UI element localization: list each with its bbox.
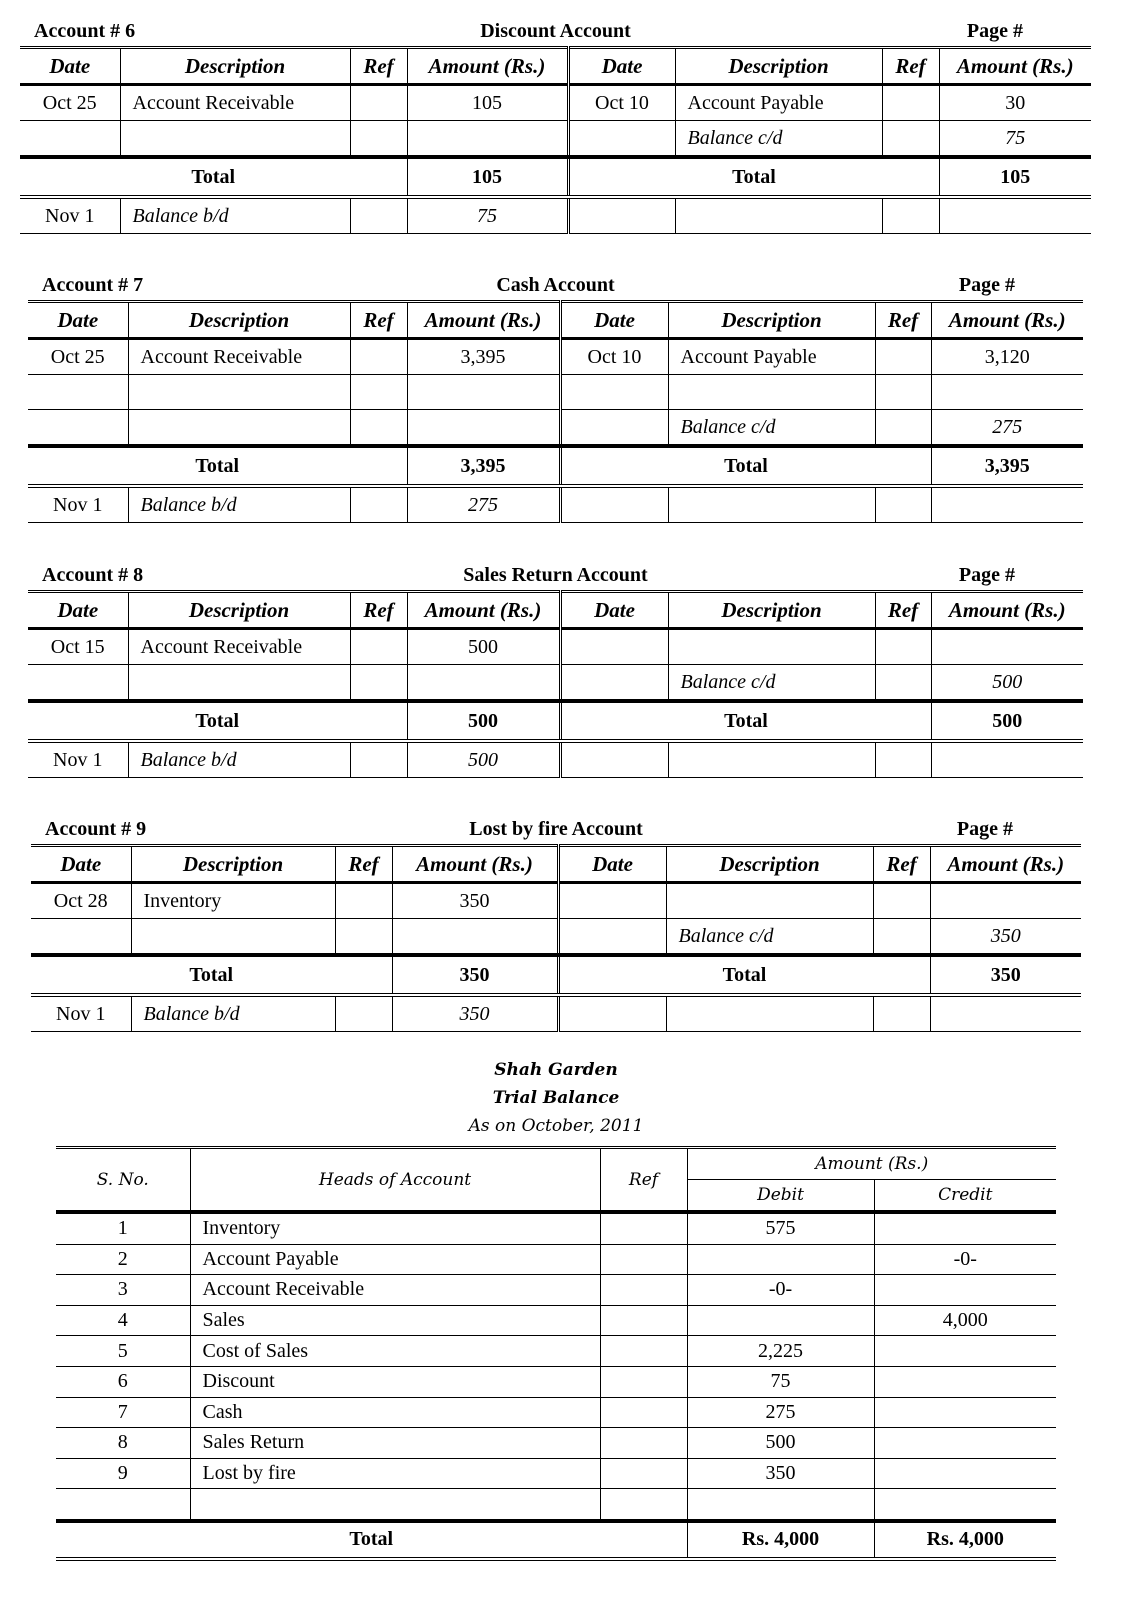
ledger-row: [31, 883, 1081, 919]
head-of-account: Inventory: [190, 1212, 600, 1244]
ledger-account-9: [31, 804, 1081, 1032]
trial-balance-row: [56, 1458, 1056, 1489]
trial-balance-row: [56, 1366, 1056, 1397]
left-date: Oct 28: [31, 883, 131, 919]
empty-cell: [560, 486, 668, 523]
ledger-header: [20, 6, 1091, 46]
head-of-account: [190, 1489, 600, 1521]
left-date: Oct 15: [28, 629, 128, 665]
account-title: Lost by fire Account: [469, 818, 643, 840]
ledger-header: [31, 804, 1081, 844]
account-title: Sales Return Account: [463, 564, 648, 586]
ref-header: Ref: [600, 1148, 687, 1213]
trial-balance-row: [56, 1489, 1056, 1521]
right-description: Account Payable: [675, 85, 882, 121]
head-of-account: Account Payable: [190, 1244, 600, 1275]
column-header: Amount (Rs.): [931, 302, 1083, 339]
ledger-total-row: [28, 446, 1083, 486]
left-description: Inventory: [131, 883, 335, 919]
left-amount: [407, 121, 568, 158]
credit-amount: [874, 1489, 1056, 1521]
account-number: Account # 8: [42, 564, 144, 586]
right-description: [668, 629, 875, 665]
ledger-table: [28, 590, 1083, 778]
column-header: Date: [20, 48, 120, 85]
left-date: [31, 919, 131, 956]
left-ref: [350, 665, 407, 702]
empty-cell: [668, 741, 875, 778]
right-description: Balance c/d: [668, 410, 875, 447]
left-total-amount: 105: [407, 157, 568, 197]
column-header: Ref: [875, 302, 931, 339]
balance-date: Nov 1: [31, 995, 131, 1032]
debit-amount: 2,225: [687, 1336, 874, 1367]
ledger-account-7: [28, 260, 1083, 523]
credit-amount: [874, 1366, 1056, 1397]
left-ref: [350, 121, 407, 158]
column-header: Date: [558, 846, 666, 883]
left-amount: 3,395: [407, 339, 560, 375]
balance-bd-row: [20, 197, 1091, 234]
right-date: Oct 10: [568, 85, 675, 121]
left-description: [128, 410, 350, 447]
ref-cell: [600, 1305, 687, 1336]
ref-cell: [600, 1244, 687, 1275]
column-header: Ref: [875, 592, 931, 629]
total-credit: Rs. 4,000: [874, 1521, 1056, 1559]
debit-amount: 75: [687, 1366, 874, 1397]
ledger-header: [28, 260, 1083, 300]
column-header: Ref: [350, 48, 407, 85]
balance-description: Balance b/d: [128, 486, 350, 523]
ledger-row: [20, 121, 1091, 158]
serial-number: 8: [56, 1428, 190, 1459]
right-ref: [882, 85, 939, 121]
left-amount: [407, 375, 560, 410]
column-header: Description: [668, 302, 875, 339]
ledger-table: [31, 844, 1081, 1032]
empty-cell: [568, 197, 675, 234]
head-of-account: Cash: [190, 1397, 600, 1428]
empty-cell: [873, 995, 930, 1032]
left-amount: [407, 665, 560, 702]
trial-balance-row: [56, 1397, 1056, 1428]
amount-header: Amount (Rs.): [687, 1148, 1056, 1180]
right-total-label: Total: [568, 157, 939, 197]
ref-cell: [600, 1366, 687, 1397]
left-date: [20, 121, 120, 158]
right-ref: [875, 339, 931, 375]
right-ref: [873, 883, 930, 919]
trial-balance-title: Trial Balance: [492, 1088, 620, 1108]
column-header: Description: [128, 302, 350, 339]
empty-cell: [931, 741, 1083, 778]
balance-description: Balance b/d: [120, 197, 350, 234]
left-total-amount: 3,395: [407, 446, 560, 486]
ledger-header-row: [28, 302, 1083, 339]
sno-header: S. No.: [56, 1148, 190, 1213]
right-date: [560, 410, 668, 447]
head-of-account: Discount: [190, 1366, 600, 1397]
account-title: Cash Account: [496, 274, 615, 296]
balance-description: Balance b/d: [131, 995, 335, 1032]
column-header: Date: [31, 846, 131, 883]
left-amount: [407, 410, 560, 447]
balance-ref: [350, 741, 407, 778]
account-number: Account # 6: [34, 20, 136, 42]
debit-amount: [687, 1244, 874, 1275]
balance-ref: [350, 486, 407, 523]
ledger-header-row: [31, 846, 1081, 883]
right-date: [560, 375, 668, 410]
left-date: [28, 375, 128, 410]
column-header: Ref: [882, 48, 939, 85]
left-description: [131, 919, 335, 956]
debit-amount: [687, 1489, 874, 1521]
empty-cell: [882, 197, 939, 234]
ledger-row: [20, 85, 1091, 121]
serial-number: [56, 1489, 190, 1521]
column-header: Amount (Rs.): [407, 48, 568, 85]
ref-cell: [600, 1458, 687, 1489]
left-ref: [350, 375, 407, 410]
column-header: Date: [28, 592, 128, 629]
serial-number: 4: [56, 1305, 190, 1336]
left-ref: [350, 410, 407, 447]
ledger-row: [28, 665, 1083, 702]
ledger-header-row: [28, 592, 1083, 629]
left-amount: [392, 919, 558, 956]
right-description: [666, 883, 873, 919]
right-amount: [931, 375, 1083, 410]
column-header: Description: [131, 846, 335, 883]
account-number: Account # 7: [42, 274, 144, 296]
ledger-row: [28, 629, 1083, 665]
left-ref: [350, 629, 407, 665]
left-total-label: Total: [28, 446, 407, 486]
right-amount: 30: [939, 85, 1091, 121]
left-ref: [350, 339, 407, 375]
empty-cell: [930, 995, 1081, 1032]
ref-cell: [600, 1212, 687, 1244]
left-description: [120, 121, 350, 158]
head-of-account: Lost by fire: [190, 1458, 600, 1489]
balance-date: Nov 1: [20, 197, 120, 234]
empty-cell: [939, 197, 1091, 234]
credit-amount: 4,000: [874, 1305, 1056, 1336]
ledger-account-6: [20, 6, 1091, 234]
credit-amount: [874, 1212, 1056, 1244]
right-ref: [873, 919, 930, 956]
right-date: Oct 10: [560, 339, 668, 375]
trial-balance-row: [56, 1244, 1056, 1275]
column-header: Description: [675, 48, 882, 85]
right-total-label: Total: [558, 955, 930, 995]
balance-bd-row: [28, 741, 1083, 778]
empty-cell: [668, 486, 875, 523]
account-number: Account # 9: [45, 818, 147, 840]
right-total-label: Total: [560, 701, 931, 741]
ledger-total-row: [31, 955, 1081, 995]
ledger-row: [31, 919, 1081, 956]
right-date: [558, 883, 666, 919]
right-date: [568, 121, 675, 158]
ledger-header-row: [20, 48, 1091, 85]
debit-amount: 500: [687, 1428, 874, 1459]
left-total-label: Total: [31, 955, 392, 995]
trial-balance-row: [56, 1305, 1056, 1336]
serial-number: 2: [56, 1244, 190, 1275]
empty-cell: [666, 995, 873, 1032]
right-ref: [875, 629, 931, 665]
head-of-account: Cost of Sales: [190, 1336, 600, 1367]
left-total-amount: 500: [407, 701, 560, 741]
balance-amount: 350: [392, 995, 558, 1032]
column-header: Date: [560, 302, 668, 339]
ledger-account-8: [28, 550, 1083, 778]
left-date: Oct 25: [20, 85, 120, 121]
right-amount: 75: [939, 121, 1091, 158]
right-amount: 3,120: [931, 339, 1083, 375]
column-header: Ref: [335, 846, 392, 883]
right-description: Balance c/d: [666, 919, 873, 956]
credit-amount: -0-: [874, 1244, 1056, 1275]
right-amount: 350: [930, 919, 1081, 956]
ledger-table: [28, 300, 1083, 523]
right-ref: [875, 375, 931, 410]
page-number-label: Page #: [958, 564, 1015, 586]
right-date: [558, 919, 666, 956]
total-debit: Rs. 4,000: [687, 1521, 874, 1559]
right-amount: 500: [931, 665, 1083, 702]
balance-ref: [350, 197, 407, 234]
ledger-row: [28, 375, 1083, 410]
credit-header: Credit: [874, 1180, 1056, 1213]
left-date: [28, 410, 128, 447]
trial-balance-row: [56, 1212, 1056, 1244]
ledger-header: [28, 550, 1083, 590]
right-total-amount: 105: [939, 157, 1091, 197]
right-description: Balance c/d: [675, 121, 882, 158]
balance-ref: [335, 995, 392, 1032]
ledger-total-row: [28, 701, 1083, 741]
balance-bd-row: [28, 486, 1083, 523]
serial-number: 7: [56, 1397, 190, 1428]
column-header: Description: [120, 48, 350, 85]
column-header: Ref: [350, 302, 407, 339]
account-title: Discount Account: [480, 20, 631, 42]
trial-balance-table: [56, 1146, 1056, 1561]
balance-amount: 275: [407, 486, 560, 523]
left-ref: [350, 85, 407, 121]
right-total-label: Total: [560, 446, 931, 486]
credit-amount: [874, 1336, 1056, 1367]
right-amount: [930, 883, 1081, 919]
right-ref: [875, 665, 931, 702]
credit-amount: [874, 1428, 1056, 1459]
right-description: Account Payable: [668, 339, 875, 375]
column-header: Amount (Rs.): [407, 592, 560, 629]
left-amount: 350: [392, 883, 558, 919]
empty-cell: [931, 486, 1083, 523]
left-description: [128, 665, 350, 702]
right-amount: 275: [931, 410, 1083, 447]
serial-number: 6: [56, 1366, 190, 1397]
ledger-table: [20, 46, 1091, 234]
debit-amount: -0-: [687, 1275, 874, 1306]
ref-cell: [600, 1489, 687, 1521]
ledger-row: [28, 339, 1083, 375]
trial-balance-row: [56, 1428, 1056, 1459]
right-total-amount: 3,395: [931, 446, 1083, 486]
empty-cell: [675, 197, 882, 234]
debit-amount: 275: [687, 1397, 874, 1428]
left-total-label: Total: [20, 157, 407, 197]
trial-balance-row: [56, 1336, 1056, 1367]
serial-number: 1: [56, 1212, 190, 1244]
right-description: [668, 375, 875, 410]
left-description: Account Receivable: [128, 339, 350, 375]
head-of-account: Account Receivable: [190, 1275, 600, 1306]
balance-amount: 500: [407, 741, 560, 778]
ref-cell: [600, 1428, 687, 1459]
column-header: Amount (Rs.): [939, 48, 1091, 85]
column-header: Description: [666, 846, 873, 883]
left-total-amount: 350: [392, 955, 558, 995]
right-description: Balance c/d: [668, 665, 875, 702]
left-description: Account Receivable: [128, 629, 350, 665]
serial-number: 3: [56, 1275, 190, 1306]
empty-cell: [558, 995, 666, 1032]
head-of-account: Sales Return: [190, 1428, 600, 1459]
left-date: Oct 25: [28, 339, 128, 375]
left-amount: 500: [407, 629, 560, 665]
column-header: Date: [28, 302, 128, 339]
column-header: Description: [668, 592, 875, 629]
column-header: Description: [128, 592, 350, 629]
left-ref: [335, 883, 392, 919]
column-header: Ref: [873, 846, 930, 883]
ref-cell: [600, 1275, 687, 1306]
credit-amount: [874, 1275, 1056, 1306]
empty-cell: [875, 486, 931, 523]
column-header: Amount (Rs.): [392, 846, 558, 883]
left-description: [128, 375, 350, 410]
right-date: [560, 629, 668, 665]
heads-header: Heads of Account: [190, 1148, 600, 1213]
balance-amount: 75: [407, 197, 568, 234]
credit-amount: [874, 1458, 1056, 1489]
right-date: [560, 665, 668, 702]
left-description: Account Receivable: [120, 85, 350, 121]
right-ref: [882, 121, 939, 158]
column-header: Amount (Rs.): [931, 592, 1083, 629]
debit-amount: 575: [687, 1212, 874, 1244]
column-header: Ref: [350, 592, 407, 629]
company-name: Shah Garden: [494, 1060, 618, 1080]
trial-balance-row: [56, 1275, 1056, 1306]
serial-number: 9: [56, 1458, 190, 1489]
balance-bd-row: [31, 995, 1081, 1032]
column-header: Amount (Rs.): [407, 302, 560, 339]
column-header: Amount (Rs.): [930, 846, 1081, 883]
ledger-row: [28, 410, 1083, 447]
left-ref: [335, 919, 392, 956]
empty-cell: [560, 741, 668, 778]
right-amount: [931, 629, 1083, 665]
column-header: Date: [568, 48, 675, 85]
debit-header: Debit: [687, 1180, 874, 1213]
debit-amount: [687, 1305, 874, 1336]
left-amount: 105: [407, 85, 568, 121]
page-number-label: Page #: [958, 274, 1015, 296]
credit-amount: [874, 1397, 1056, 1428]
right-total-amount: 350: [930, 955, 1081, 995]
head-of-account: Sales: [190, 1305, 600, 1336]
debit-amount: 350: [687, 1458, 874, 1489]
page-number-label: Page #: [966, 20, 1023, 42]
column-header: Date: [560, 592, 668, 629]
right-ref: [875, 410, 931, 447]
balance-description: Balance b/d: [128, 741, 350, 778]
trial-balance-total-row: [56, 1521, 1056, 1559]
ledger-total-row: [20, 157, 1091, 197]
ref-cell: [600, 1336, 687, 1367]
page-number-label: Page #: [956, 818, 1013, 840]
total-label: Total: [56, 1521, 687, 1559]
ref-cell: [600, 1397, 687, 1428]
empty-cell: [875, 741, 931, 778]
left-date: [28, 665, 128, 702]
right-total-amount: 500: [931, 701, 1083, 741]
serial-number: 5: [56, 1336, 190, 1367]
balance-date: Nov 1: [28, 486, 128, 523]
left-total-label: Total: [28, 701, 407, 741]
balance-date: Nov 1: [28, 741, 128, 778]
trial-balance-date: As on October, 2011: [468, 1116, 644, 1136]
